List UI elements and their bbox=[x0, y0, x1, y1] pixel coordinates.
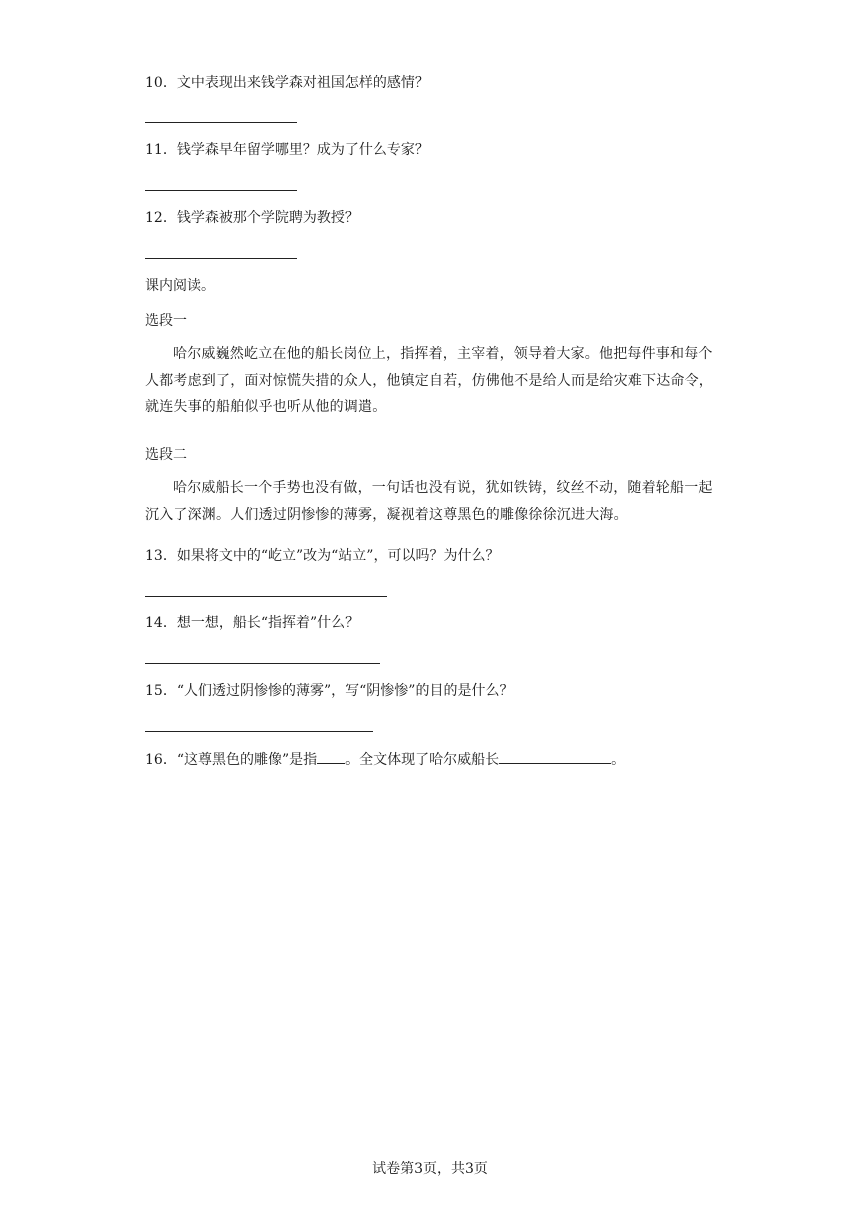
page-footer: 试卷第3页，共3页 bbox=[372, 1161, 488, 1177]
excerpt2-label: 选段二 bbox=[145, 447, 187, 463]
inline-blank-short bbox=[317, 749, 345, 764]
question-13: 13．如果将文中的“屹立”改为“站立”，可以吗？为什么？ bbox=[145, 548, 500, 564]
answer-line-13 bbox=[145, 596, 387, 597]
inline-blank-long bbox=[499, 749, 611, 764]
question-16-part2: 。全文体现了哈尔威船长 bbox=[345, 752, 500, 768]
question-15: 15．“人们透过阴惨惨的薄雾”，写“阴惨惨”的目的是什么？ bbox=[145, 683, 514, 699]
question-10: 10．文中表现出来钱学森对祖国怎样的感情？ bbox=[145, 75, 429, 91]
question-16-part3: 。 bbox=[611, 752, 626, 768]
answer-line-12 bbox=[145, 258, 297, 259]
answer-line-10 bbox=[145, 122, 297, 123]
question-16-part1: 16．“这尊黑色的雕像”是指 bbox=[145, 752, 318, 768]
question-11: 11．钱学森早年留学哪里？成为了什么专家？ bbox=[145, 142, 429, 158]
excerpt1-text: 哈尔威巍然屹立在他的船长岗位上，指挥着，主宰着，领导着大家。他把每件事和每个人都考虑到了，面对惊慌失措的众人，他镇定自若，仿佛他不是给人而是给灾难下达命令，就连失事的船舶似乎也听从他的调遣。 bbox=[145, 346, 713, 415]
question-12: 12．钱学森被那个学院聘为教授？ bbox=[145, 210, 359, 226]
excerpt2-text: 哈尔威船长一个手势也没有做，一句话也没有说，犹如铁铸，纹丝不动，随着轮船一起沉入了深渊。人们透过阴惨惨的薄雾，凝视着这尊黑色的雕像徐徐沉进大海。 bbox=[145, 480, 713, 523]
question-14: 14．想一想，船长“指挥着”什么？ bbox=[145, 615, 360, 631]
answer-line-15 bbox=[145, 731, 373, 732]
excerpt1-label: 选段一 bbox=[145, 313, 187, 329]
answer-line-11 bbox=[145, 190, 297, 191]
section-heading: 课内阅读。 bbox=[145, 278, 215, 294]
answer-line-14 bbox=[145, 663, 380, 664]
question-16 bbox=[145, 749, 625, 770]
